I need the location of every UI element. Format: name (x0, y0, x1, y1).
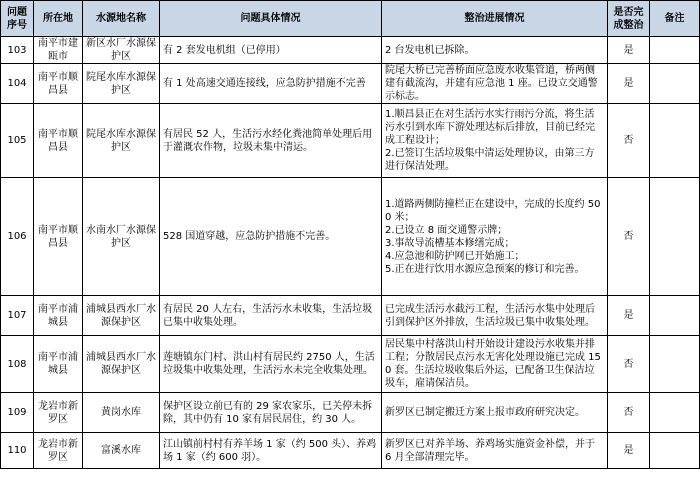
row-source-name (83, 433, 160, 469)
row-note (650, 393, 700, 433)
row-done (608, 393, 650, 433)
row-source-name-text: 黄岗水库 (101, 407, 141, 418)
row-number-text: 110 (7, 445, 27, 456)
row-location-text: 龙岩市新罗区 (38, 438, 78, 463)
header-issue: 问题具体情况 (160, 1, 382, 37)
row-issue (160, 178, 382, 296)
row-source-name-text: 新区水厂水源保护区 (86, 38, 156, 62)
row-issue-text: 江山镇前村村有养羊场 1 家（约 500 头）、养鸡场 1 家（约 600 羽）。 (163, 438, 377, 463)
row-progress-text: 已完成生活污水截污工程，生活污水集中处理后引到保护区外排放，生活垃圾已集中收集处理。 (385, 303, 595, 328)
header-location: 所在地 (34, 1, 83, 37)
row-done-text: 是 (623, 445, 634, 456)
row-location-text: 南平市浦城县 (38, 352, 78, 376)
row-number (1, 433, 34, 469)
row-number-text: 104 (7, 78, 27, 89)
row-done-text: 是 (623, 78, 634, 89)
row-source-name-text: 水南水厂水源保护区 (86, 224, 156, 249)
row-issue (160, 393, 382, 433)
header-done: 是否完成整治 (608, 1, 650, 37)
table-row (1, 296, 700, 336)
table-row (1, 433, 700, 469)
row-done (608, 178, 650, 296)
row-source-name-text: 院尾水库水源保护区 (86, 128, 156, 153)
table-row (1, 104, 700, 178)
row-done-text: 是 (623, 44, 634, 56)
row-issue (160, 64, 382, 104)
row-progress-text: 1.道路两侧防撞栏正在建设中，完成的长度约 500 米； 2.已设立 8 面交通警示牌； 3.事故导流槽基本修缮完成； 4.应急池和防护网已开始施工； 5.正在进行饮用水源应急预案的修订和完善。 (385, 198, 601, 275)
header-progress: 整治进展情况 (382, 1, 608, 37)
row-issue (160, 336, 382, 393)
row-number-text: 109 (7, 407, 27, 418)
table-row (1, 178, 700, 296)
row-issue-text: 有 1 处高速交通连接线，应急防护措施不完善 (163, 78, 366, 89)
row-location (34, 64, 83, 104)
row-source-name-text: 富溪水库 (101, 445, 141, 456)
row-issue (160, 296, 382, 336)
table-row (1, 393, 700, 433)
row-source-name-text: 院尾水库水源保护区 (86, 71, 156, 96)
header-source: 水源地名称 (83, 1, 160, 37)
row-number-text: 103 (7, 44, 27, 56)
row-location-text: 龙岩市新罗区 (38, 400, 78, 425)
row-done-text: 否 (623, 135, 634, 146)
row-progress-text: 院尾大桥已完善桥面应急废水收集管道，桥两侧建有截流沟，并建有应急池 1 座。已设立交通警示标志。 (385, 65, 598, 102)
row-progress (382, 178, 608, 296)
row-source-name (83, 104, 160, 178)
row-number-text: 105 (7, 135, 27, 146)
row-progress (382, 64, 608, 104)
row-issue-text: 有居民 52 人，生活污水经化粪池简单处理后用于灌溉农作物，垃圾未集中清运。 (163, 128, 373, 153)
row-progress (382, 37, 608, 64)
row-note (650, 64, 700, 104)
row-source-name (83, 37, 160, 64)
row-location (34, 104, 83, 178)
row-done (608, 37, 650, 64)
row-number (1, 104, 34, 178)
row-done (608, 64, 650, 104)
row-progress (382, 433, 608, 469)
table-row (1, 64, 700, 104)
row-number-text: 107 (7, 310, 27, 321)
row-source-name (83, 64, 160, 104)
row-source-name (83, 178, 160, 296)
row-done-text: 是 (623, 310, 634, 321)
row-issue-text: 有居民 20 人左右，生活污水未收集，生活垃圾已集中收集处理。 (163, 303, 373, 328)
row-issue (160, 433, 382, 469)
row-number-text: 106 (7, 231, 27, 242)
row-progress-text: 居民集中村落洪山村开始设计建设污水收集并排工程；分散居民点污水无害化处理设施已完成 150 套。生活垃圾收集后外运，已配备卫生保洁垃圾车，雇请保洁员。 (385, 339, 601, 389)
row-location (34, 296, 83, 336)
row-location-text: 南平市建瓯市 (38, 38, 78, 62)
row-number (1, 178, 34, 296)
row-location (34, 393, 83, 433)
row-note (650, 336, 700, 393)
table-row (1, 336, 700, 393)
row-done-text: 否 (623, 407, 634, 418)
row-note (650, 433, 700, 469)
row-location (34, 37, 83, 64)
row-issue (160, 37, 382, 64)
row-issue-text: 保护区设立前已有的 29 家农家乐，已关停未拆除，其中仍有 10 家有居民居住，约 30 人。 (163, 400, 373, 425)
row-source-name-text: 浦城县西水厂水源保护区 (86, 352, 156, 376)
row-source-name (83, 296, 160, 336)
row-done-text: 否 (623, 358, 634, 370)
row-source-name (83, 393, 160, 433)
row-progress (382, 393, 608, 433)
row-note (650, 178, 700, 296)
row-done-text: 否 (623, 231, 634, 242)
row-location-text: 南平市浦城县 (38, 303, 78, 328)
row-location-text: 南平市顺昌县 (38, 224, 78, 249)
header-row (1, 1, 700, 37)
header-note: 备注 (650, 1, 700, 37)
row-note (650, 37, 700, 64)
row-progress-text: 新罗区已制定搬迁方案上报市政府研究决定。 (385, 407, 585, 418)
row-done (608, 104, 650, 178)
row-done (608, 296, 650, 336)
row-issue-text: 528 国道穿越，应急防护措施不完善。 (163, 231, 336, 242)
row-progress (382, 336, 608, 393)
row-issue (160, 104, 382, 178)
row-number (1, 296, 34, 336)
row-number-text: 108 (7, 358, 27, 370)
row-location (34, 178, 83, 296)
row-note (650, 296, 700, 336)
row-number (1, 336, 34, 393)
row-location-text: 南平市顺昌县 (38, 128, 78, 153)
row-note (650, 104, 700, 178)
row-source-name (83, 336, 160, 393)
row-progress (382, 104, 608, 178)
row-progress-text: 1.顺昌县正在对生活污水实行雨污分流，将生活污水引到水库下游处理达标后排放，目前已经完成工程设计； 2.已签订生活垃圾集中清运处理协议，由第三方进行保洁处理。 (385, 109, 595, 172)
row-progress-text: 2 台发电机已拆除。 (385, 44, 475, 56)
table-row (1, 37, 700, 64)
row-source-name-text: 浦城县西水厂水源保护区 (86, 303, 156, 328)
row-number (1, 64, 34, 104)
row-location-text: 南平市顺昌县 (38, 71, 78, 96)
row-issue-text: 有 2 套发电机组（已停用） (163, 44, 286, 56)
row-progress-text: 新罗区已对养羊场、养鸡场实施资金补偿，并于 6 月全部清理完毕。 (385, 438, 595, 463)
row-location (34, 336, 83, 393)
row-number (1, 393, 34, 433)
row-done (608, 433, 650, 469)
row-location (34, 433, 83, 469)
row-issue-text: 莲塘镇东门村、洪山村有居民约 2750 人，生活垃圾集中收集处理，生活污水未完全收集处理。 (163, 352, 375, 376)
row-progress (382, 296, 608, 336)
header-no: 问题序号 (1, 1, 34, 37)
row-number (1, 37, 34, 64)
row-done (608, 336, 650, 393)
